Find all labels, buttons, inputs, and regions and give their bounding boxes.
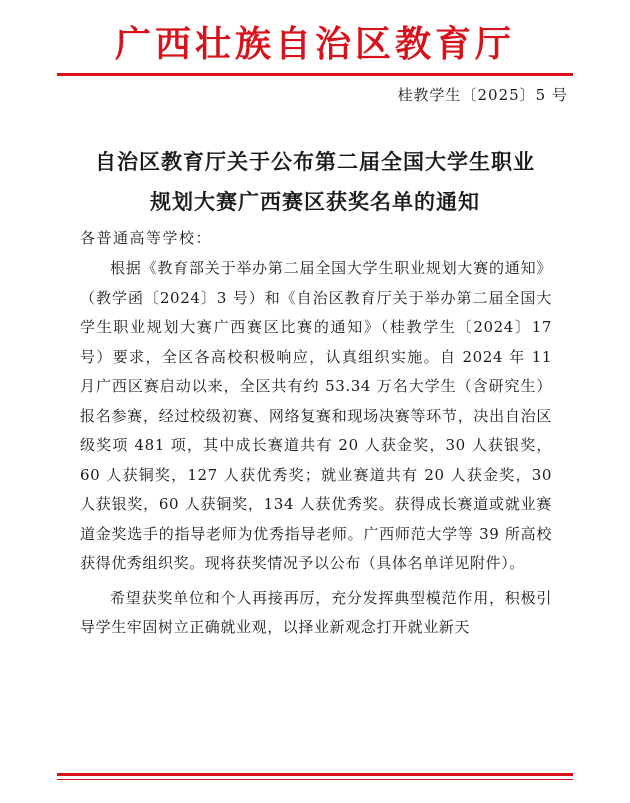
body-paragraph-2: 希望获奖单位和个人再接再厉，充分发挥典型模范作用，积极引导学生牢固树立正确就业观，以择业新观念打开就业新天	[80, 588, 552, 636]
body-paragraph-1: 根据《教育部关于举办第二届全国大学生职业规划大赛的通知》（教学函〔2024〕3 号）和《自治区教育厅关于举办第二届全国大学生职业规划大赛广西赛区比赛的通知》（桂教学生〔2024〕17 号）要求，全区各高校积极响应，认真组织实施。自 2024 年 11 月广西区赛启动以来，全区共有约 53.34 万名大学生（含研究生）报名参赛，经过校级初赛、网络复赛和现场决赛等环节，决出自治区级奖项 481 项，其中成长赛道共有 20 人获金奖，30 人获银奖，60 人获铜奖，127 人获优秀奖；就业赛道共有 20 人获金奖，30 人获银奖，60 人获铜奖，134 人获优秀奖。获得成长赛道或就业赛道金奖选手的指导老师为优秀指导老师。广西师范大学等 39 所高校获得优秀组织奖。现将获奖情况予以公布（具体名单详见附件）。	[80, 259, 552, 572]
document-title-line-2: 规划大赛广西赛区获奖名单的通知	[150, 189, 480, 214]
issuing-authority-header: 广西壮族自治区教育厅	[114, 23, 515, 65]
document-title	[62, 142, 568, 222]
document-body	[80, 254, 552, 643]
document-title-line-1: 自治区教育厅关于公布第二届全国大学生职业	[95, 149, 535, 174]
footer-red-rule-thick	[57, 773, 573, 776]
salutation: 各普通高等学校：	[80, 229, 213, 247]
header-red-rule	[57, 73, 573, 76]
document-number: 桂教学生〔2025〕5 号	[397, 86, 568, 104]
footer-red-rule-thin	[57, 779, 573, 780]
